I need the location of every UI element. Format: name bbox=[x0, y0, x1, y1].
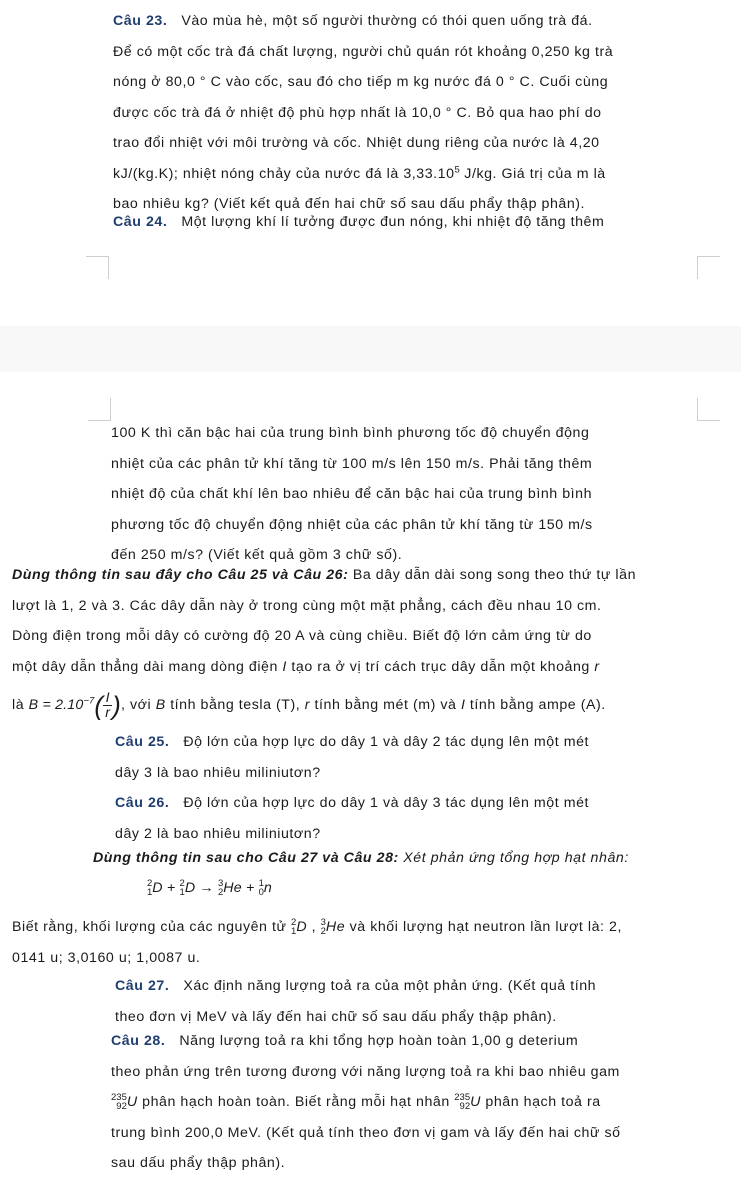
question-25 bbox=[115, 727, 715, 788]
plus-sign-2: + bbox=[241, 880, 259, 896]
q23-line-7: bao nhiêu kg? (Viết kết quả đến hai chữ số sau dấu phẩy thập phân). bbox=[113, 196, 586, 212]
isotope-3: 3 2 bbox=[217, 878, 224, 899]
question-26 bbox=[115, 788, 715, 849]
isotope-D-mass: 2 1 bbox=[291, 917, 297, 938]
q28-text-3a: phân hạch hoàn toàn. Biết rằng mỗi hạt nhân bbox=[137, 1094, 455, 1110]
q24-label: Câu 24. bbox=[113, 214, 168, 230]
info27-line-1 bbox=[93, 844, 723, 872]
crop-mark-top-right bbox=[697, 256, 720, 279]
symbol-U-2: U bbox=[470, 1094, 481, 1110]
info25-line-5 bbox=[12, 682, 732, 728]
info25-text-5b: , với bbox=[121, 697, 156, 713]
q24-line-3: nhiệt của các phân tử khí tăng từ 100 m/s lên 150 m/s. Phải tăng thêm bbox=[111, 455, 593, 472]
crop-mark-bottom-left bbox=[88, 398, 111, 421]
q23-line-1 bbox=[113, 6, 713, 37]
crop-mark-top-left bbox=[86, 256, 109, 279]
info27-text: Xét phản ứng tổng hợp hạt nhân: bbox=[398, 850, 629, 866]
q28-line-5: sau dấu phẩy thập phân). bbox=[111, 1155, 286, 1171]
formula-denominator: r bbox=[105, 704, 111, 721]
info25-var-B: B bbox=[155, 697, 166, 713]
info25-text-1: Ba dây dẫn dài song song theo thứ tự lần bbox=[348, 567, 637, 583]
info25-text-4a: một dây dẫn thẳng dài mang dòng điện bbox=[12, 658, 283, 675]
isotope-U-1: 235 92 bbox=[111, 1092, 127, 1113]
info25-line-1 bbox=[12, 560, 732, 591]
q25-line-2: dây 3 là bao nhiêu miliniutơn? bbox=[115, 764, 321, 781]
info25-var-I: I bbox=[282, 658, 287, 675]
info-block-25-26 bbox=[12, 560, 732, 728]
info25-text-5a: là bbox=[12, 697, 29, 713]
q23-text-6a: kJ/(kg.K); nhiệt nóng chảy của nước đá là 3,33.10 bbox=[113, 165, 455, 182]
info25-var-I2: I bbox=[460, 697, 466, 713]
info27-intro: Dùng thông tin sau cho Câu 27 và Câu 28: bbox=[93, 850, 399, 866]
isotope-4: 1 0 bbox=[258, 878, 264, 899]
q24-line-2: 100 K thì căn bậc hai của trung bình bình phương tốc độ chuyển động bbox=[111, 425, 590, 441]
q23-text-1: Vào mùa hè, một số người thường có thói quen uống trà đá. bbox=[181, 13, 593, 29]
q24-text-1: Một lượng khí lí tưởng được đun nóng, khi nhiệt độ tăng thêm bbox=[181, 214, 605, 230]
q24-line-1 bbox=[113, 207, 713, 238]
info-block-27-28 bbox=[93, 844, 723, 904]
info25-text-5e: tính bằng ampe (A). bbox=[465, 697, 606, 713]
q23-line-3: nóng ở 80,0 ° C vào cốc, sau đó cho tiếp m kg nước đá 0 ° C. Cuối cùng bbox=[113, 74, 609, 90]
q24-line-6: đến 250 m/s? (Viết kết quả gồm 3 chữ số). bbox=[111, 547, 403, 563]
fusion-equation bbox=[93, 872, 723, 904]
q25-label: Câu 25. bbox=[115, 734, 170, 750]
q26-text-1: Độ lớn của hợp lực do dây 1 và dây 3 tác dụng lên một mét bbox=[183, 795, 590, 811]
symbol-D-mass: D bbox=[296, 919, 308, 935]
question-28 bbox=[111, 1026, 716, 1179]
q23-text-6b: J/kg. Giá trị của m là bbox=[459, 165, 606, 182]
question-27 bbox=[115, 971, 715, 1032]
q24-line-4: nhiệt độ của chất khí lên bao nhiêu để căn bậc hai của trung bình bình bbox=[111, 486, 593, 502]
q27-label: Câu 27. bbox=[115, 978, 170, 994]
info25-var-r: r bbox=[594, 658, 600, 675]
formula-fraction bbox=[103, 691, 112, 720]
q26-label: Câu 26. bbox=[115, 795, 170, 811]
q23-line-6 bbox=[113, 159, 713, 190]
q28-line-3 bbox=[111, 1087, 716, 1118]
q23-line-5: trao đổi nhiệt với môi trường và cốc. Nhiệt dung riêng của nước là 4,20 bbox=[113, 135, 600, 151]
q27-text-1: Xác định năng lượng toả ra của một phản ứng. (Kết quả tính bbox=[183, 978, 597, 994]
formula-exponent: −7 bbox=[83, 695, 95, 707]
page-break-band bbox=[0, 326, 741, 372]
q25-line-1 bbox=[115, 727, 715, 758]
q25-text-1: Độ lớn của hợp lực do dây 1 và dây 2 tác dụng lên một mét bbox=[183, 734, 590, 750]
plus-sign: + bbox=[162, 880, 180, 896]
left-paren: ( bbox=[94, 690, 104, 721]
q28-line-4: trung bình 200,0 MeV. (Kết quả tính theo đơn vị gam và lấy đến hai chữ số bbox=[111, 1124, 621, 1141]
info25-text-5d: tính bằng mét (m) và bbox=[310, 697, 461, 713]
q27-line-1 bbox=[115, 971, 715, 1002]
info25-intro: Dùng thông tin sau đây cho Câu 25 và Câu 26: bbox=[12, 567, 349, 583]
info25-line-2: lượt là 1, 2 và 3. Các dây dẫn này ở trong cùng một mặt phẳng, cách đều nhau 10 cm. bbox=[12, 597, 602, 614]
q23-line-4: được cốc trà đá ở nhiệt độ phù hợp nhất là 10,0 ° C. Bỏ qua hao phí do bbox=[113, 104, 602, 121]
question-24-head bbox=[113, 207, 713, 238]
q23-line-2: Để có một cốc trà đá chất lượng, người chủ quán rót khoảng 0,250 kg trà bbox=[113, 43, 614, 60]
symbol-U-1: U bbox=[126, 1094, 138, 1110]
info25-line-3: Dòng điện trong mỗi dây có cường độ 20 A và cùng chiều. Biết độ lớn cảm ứng từ do bbox=[12, 628, 592, 644]
q23-label: Câu 23. bbox=[113, 13, 168, 29]
symbol-D-2: D bbox=[184, 880, 196, 896]
symbol-He: He bbox=[223, 880, 242, 896]
right-paren: ) bbox=[112, 690, 121, 721]
isotope-U-2: 235 92 bbox=[454, 1092, 471, 1113]
isotope-He-mass: 3 2 bbox=[320, 917, 326, 938]
isotope-2: 2 1 bbox=[179, 878, 185, 899]
info25-var-r2: r bbox=[304, 697, 311, 713]
q26-line-2: dây 2 là bao nhiêu miliniutơn? bbox=[115, 825, 321, 842]
magnetic-field-formula bbox=[28, 689, 121, 721]
reaction-arrow: → bbox=[195, 880, 218, 896]
q28-text-1: Năng lượng toả ra khi tổng hợp hoàn toàn 1,00 g deterium bbox=[179, 1033, 579, 1049]
symbol-n: n bbox=[263, 880, 272, 896]
info25-text-4b: tạo ra ở vị trí cách trục dây dẫn một khoảng bbox=[286, 658, 595, 675]
q24-line-5: phương tốc độ chuyển động nhiệt của các phân tử khí tăng từ 150 m/s bbox=[111, 516, 593, 533]
q27-line-2: theo đơn vị MeV và lấy đến hai chữ số sau dấu phẩy thập phân). bbox=[115, 1008, 557, 1025]
question-24-body bbox=[111, 418, 711, 571]
info25-line-4 bbox=[12, 652, 732, 683]
formula-numerator: I bbox=[103, 691, 112, 706]
q28-label: Câu 28. bbox=[111, 1033, 166, 1049]
info27-text-1b: và khối lượng hạt neutron lần lượt là: 2, bbox=[345, 919, 622, 935]
formula-lhs: B = 2.10 bbox=[28, 697, 84, 713]
symbol-He-mass: He bbox=[325, 919, 346, 935]
q23-exponent: 5 bbox=[454, 163, 460, 175]
info25-text-5c: tính bằng tesla (T), bbox=[165, 697, 305, 713]
question-23 bbox=[113, 6, 713, 220]
q28-text-3b: phân hạch toả ra bbox=[480, 1094, 601, 1110]
info27-masses bbox=[12, 912, 732, 973]
q26-line-1 bbox=[115, 788, 715, 819]
info27-line-2 bbox=[12, 912, 732, 943]
info27-text-1a: Biết rằng, khối lượng của các nguyên tử bbox=[12, 919, 292, 935]
symbol-D-1: D bbox=[152, 880, 163, 896]
info27-line-3: 0141 u; 3,0160 u; 1,0087 u. bbox=[12, 949, 201, 966]
isotope-1: 2 1 bbox=[147, 878, 153, 899]
q28-line-2: theo phản ứng trên tương đương với năng lượng toả ra khi bao nhiêu gam bbox=[111, 1063, 620, 1080]
info27-comma: , bbox=[307, 919, 321, 935]
q28-line-1 bbox=[111, 1026, 716, 1057]
